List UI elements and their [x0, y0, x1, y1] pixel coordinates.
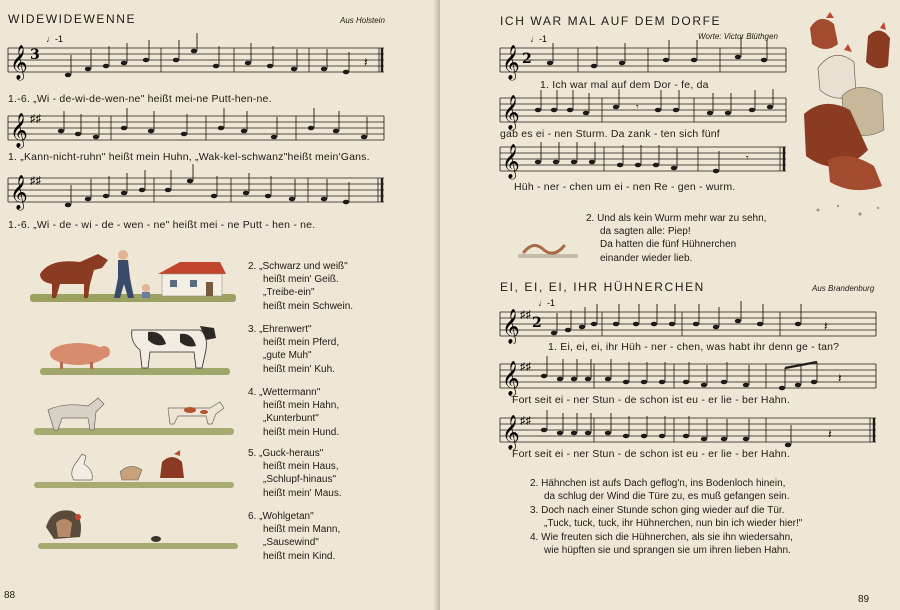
lyric-line-1: 1.-6. „Wi - de-wi-de-wen-ne" heißt mei-ne Putt-hen-ne. [8, 93, 272, 105]
lyric-line-7: 1. Ei, ei, ei, ihr Hüh - ner - chen, was habt ihr denn ge - tan? [548, 341, 840, 353]
lyric-line-9: Fort seit ei - ner Stun - de schon ist eu - er lie - ber Hahn. [512, 448, 790, 460]
svg-text:♯♯: ♯♯ [30, 175, 41, 187]
verse-number: 3. [530, 505, 539, 516]
verse-line: „gute Muh" [263, 350, 312, 362]
verse-line: Da hatten die fünf Hühnerchen [600, 239, 737, 251]
verse-line: Hähnchen ist aufs Dach geflog'n, ins Bodenloch hinein, [541, 478, 786, 489]
verse-line: „Sausewind" [263, 537, 319, 549]
verse-line: 2. Und als kein Wurm mehr war zu sehn, [586, 213, 767, 224]
verse-line: Doch nach einer Stunde schon ging wieder auf die Tür. [541, 505, 785, 516]
svg-text:𝄽: 𝄽 [838, 371, 842, 385]
music-staff-8 [498, 350, 878, 398]
verse-line: heißt mein' Kuh. [263, 363, 335, 375]
music-staff-4 [498, 32, 788, 82]
verse-line: heißt mein Kind. [263, 550, 336, 562]
verse-3 [248, 323, 339, 376]
verse-line: wie hüpften sie und sprangen sie um ihren lieben Hahn. [544, 545, 791, 557]
verse-line: „Wettermann" [259, 387, 321, 398]
verse-line: da sagten alle: Piep! [600, 226, 691, 238]
verse-line: „Ehrenwert" [259, 324, 312, 335]
svg-text:𝄾: 𝄾 [636, 102, 639, 113]
music-staff-7 [498, 296, 878, 344]
music-staff-6 [498, 135, 788, 183]
lyric-line-6: Hüh - ner - chen um ei - nen Re - gen - wurm. [514, 181, 736, 193]
svg-text:♯♯: ♯♯ [520, 415, 531, 427]
verse-4 [248, 386, 339, 439]
svg-text:♯♯: ♯♯ [520, 309, 531, 321]
song-title-huehnerchen: EI, EI, EI, IHR HÜHNERCHEN [500, 280, 705, 294]
page-left [0, 0, 440, 610]
page-number: 89 [858, 594, 870, 605]
lyric-line-4: 1. Ich war mal auf dem Dor - fe, da [540, 79, 709, 91]
verse-line: „Guck-heraus" [259, 448, 324, 459]
svg-text:𝄞: 𝄞 [10, 175, 28, 210]
verse-line: heißt mein Hund. [263, 426, 340, 438]
svg-text:𝄞: 𝄞 [10, 113, 28, 148]
svg-text:♯♯: ♯♯ [30, 113, 41, 125]
verse-line: „Wohlgetan" [259, 511, 314, 522]
song3-verse-2 [530, 477, 790, 503]
verse-number: 4. [530, 532, 539, 543]
svg-text:𝄞: 𝄞 [502, 144, 520, 179]
svg-text:2: 2 [522, 51, 532, 67]
song-origin: Aus Holstein [340, 16, 385, 25]
verse-number: 6. [248, 511, 257, 522]
svg-text:𝄞: 𝄞 [502, 95, 520, 130]
music-staff-3 [6, 162, 388, 220]
svg-text:♩-1: ♩-1 [46, 34, 64, 44]
music-staff-1 [6, 30, 388, 88]
verse-line: Wie freuten sich die Hühnerchen, als sie ihn wiedersahn, [541, 532, 793, 543]
verse-line: heißt mein Mann, [263, 524, 341, 536]
music-staff-9 [498, 402, 878, 450]
worm-illustration [518, 232, 578, 262]
verse-line: da schlug der Wind die Türe zu, es muß gefangen sein. [544, 491, 790, 503]
music-staff-5 [498, 86, 788, 132]
verse-line: heißt mein Haus, [263, 461, 339, 473]
svg-text:𝄞: 𝄞 [502, 415, 520, 450]
verse-line: „Kunterbunt" [263, 413, 319, 425]
lyric-line-2: 1. „Kann-nicht-ruhn" heißt mein Huhn, „Wak-kel-schwanz"heißt mein'Gans. [8, 151, 370, 163]
music-staff-2 [6, 100, 388, 152]
verse-5 [248, 447, 342, 500]
lyric-line-8: Fort seit ei - ner Stun - de schon ist eu - er lie - ber Hahn. [512, 394, 790, 406]
song-origin: Aus Brandenburg [812, 284, 875, 293]
verse-number: 5. [248, 448, 257, 459]
verse-number: 4. [248, 387, 257, 398]
verse-line: „Schwarz und weiß" [259, 261, 348, 272]
svg-text:𝄾: 𝄾 [746, 153, 749, 164]
song-title-dorfe: ICH WAR MAL AUF DEM DORFE [500, 14, 722, 28]
svg-text:2: 2 [532, 315, 542, 331]
lyric-line-5: gab es ei - nen Sturm. Da zank - ten sich fünf [500, 128, 720, 140]
svg-text:𝄞: 𝄞 [502, 361, 520, 396]
svg-text:♩-1: ♩-1 [538, 298, 556, 308]
verse-line: heißt mein Pferd, [263, 337, 340, 349]
svg-text:♩-1: ♩-1 [530, 34, 548, 44]
farm-scene-illustration [30, 244, 236, 306]
svg-text:♯♯: ♯♯ [520, 361, 531, 373]
song2-verse-2 [586, 212, 766, 265]
svg-text:𝄽: 𝄽 [824, 319, 828, 333]
verse-line: „Schlupf-hinaus" [263, 474, 337, 486]
verse-number: 3. [248, 324, 257, 335]
pig-cow-illustration [40, 320, 230, 382]
turkey-illustration [38, 505, 238, 555]
verse-line: „Treibe-ein" [263, 287, 315, 299]
svg-text:𝄞: 𝄞 [502, 309, 520, 344]
verse-line: heißt mein Schwein. [263, 300, 354, 312]
svg-text:𝄞: 𝄞 [10, 45, 28, 80]
verse-number: 2. [530, 478, 539, 489]
page-number: 88 [4, 590, 16, 601]
verse-line: heißt mein' Maus. [263, 487, 342, 499]
verse-2 [248, 260, 353, 313]
page-right [440, 0, 900, 610]
song3-verse-4 [530, 531, 793, 557]
verse-line: heißt mein' Geiß. [263, 274, 339, 286]
svg-text:𝄽: 𝄽 [828, 427, 832, 441]
verse-line: einander wieder lieb. [600, 252, 693, 264]
verse-6 [248, 510, 340, 563]
svg-text:𝄞: 𝄞 [502, 45, 520, 80]
hens-illustration [798, 10, 898, 220]
svg-text:3: 3 [30, 47, 40, 63]
song-title-widewidewenne: WIDEWIDEWENNE [8, 12, 137, 26]
verse-number: 2. [248, 261, 257, 272]
song-credit: Worte: Victor Blüthgen [698, 32, 778, 41]
lyric-line-3: 1.-6. „Wi - de - wi - de - wen - ne" heißt mei - ne Putt - hen - ne. [8, 219, 316, 231]
verse-line: heißt mein Hahn, [263, 400, 340, 412]
goat-dog-illustration [34, 390, 234, 446]
goose-hens-illustration [34, 450, 234, 498]
verse-line: „Tuck, tuck, tuck, ihr Hühnerchen, nun bin ich wieder hier!" [544, 518, 803, 530]
svg-text:𝄽: 𝄽 [364, 55, 368, 69]
song3-verse-3 [530, 504, 802, 530]
